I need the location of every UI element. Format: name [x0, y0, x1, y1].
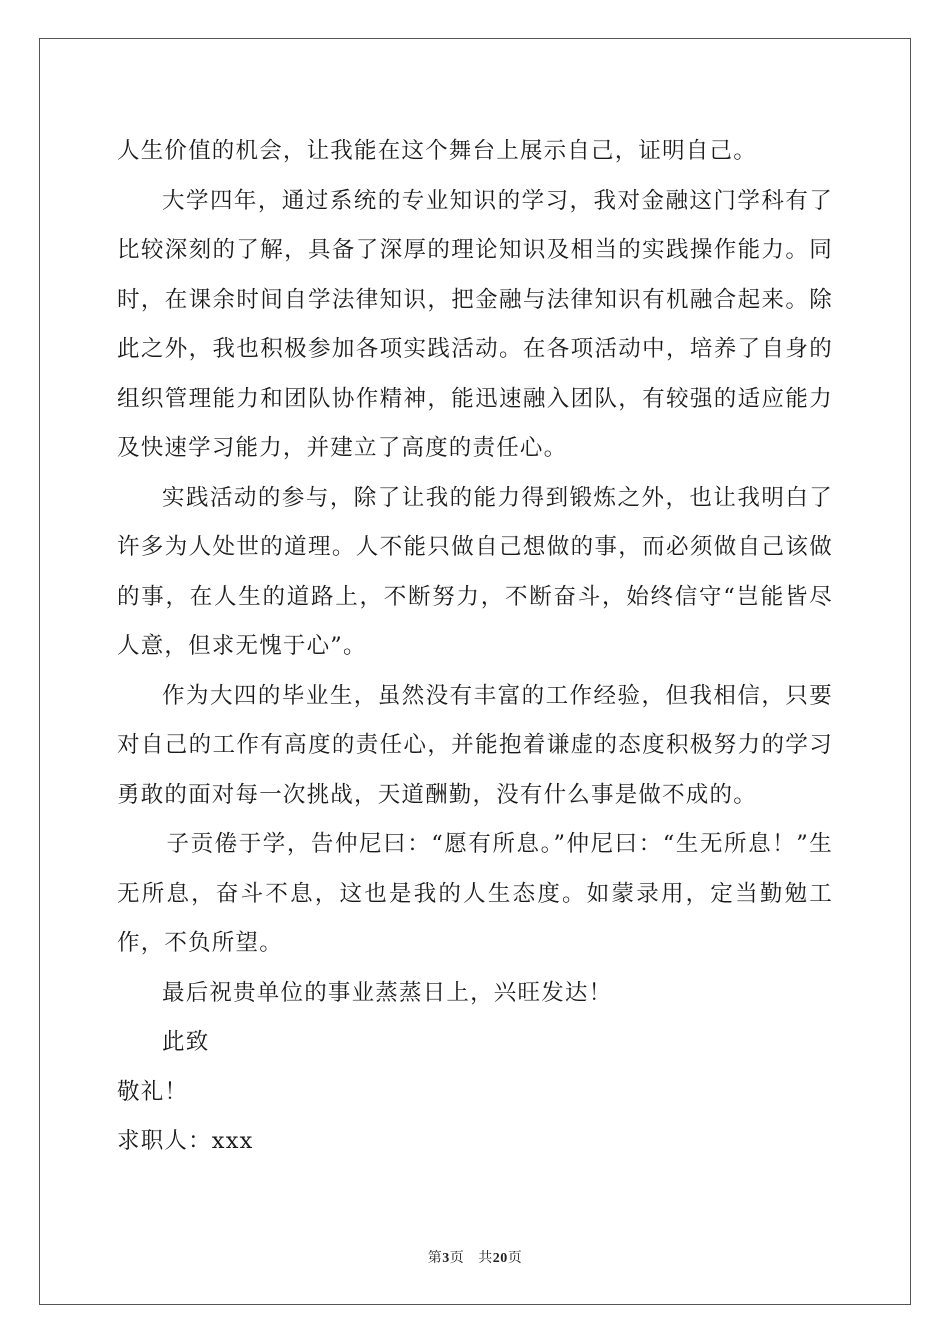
paragraph-education: 大学四年，通过系统的专业知识的学习，我对金融这门学科有了比较深刻的了解，具备了深厚的理论知识及相当的实践操作能力。同时，在课余时间自学法律知识，把金融与法律知识有机融合起来。除此之外，我也积极参加各项实践活动。在各项活动中，培养了自身的组织管理能力和团队协作精神，能迅速融入团队，有较强的适应能力及快速学习能力，并建立了高度的责任心。	[117, 187, 833, 461]
paragraph-quote: 子贡倦于学，告仲尼曰：“愿有所息。”仲尼曰：“生无所息！”生无所息，奋斗不息，这也是我的人生态度。如蒙录用，定当勤勉工作，不负所望。	[117, 831, 833, 956]
salutation: 敬礼！	[117, 1078, 189, 1105]
paragraph-practice: 实践活动的参与，除了让我的能力得到锻炼之外，也让我明白了许多为人处世的道理。人不能只做自己想做的事，而必须做自己该做的事，在人生的道路上，不断努力，不断奋斗，始终信守“岂能皆尽人意，但求无愧于心”。	[117, 484, 833, 659]
page-prefix: 第	[427, 1251, 443, 1266]
page-unit: 页	[449, 1251, 465, 1266]
paragraph-graduate: 作为大四的毕业生，虽然没有丰富的工作经验，但我相信，只要对自己的工作有高度的责任心，并能抱着谦虚的态度积极努力的学习勇敢的面对每一次挑战，天道酬勤，没有什么事是做不成的。	[117, 682, 833, 808]
paragraph-wishes: 最后祝贵单位的事业蒸蒸日上，兴旺发达！	[162, 979, 613, 1006]
total-prefix: 共	[478, 1251, 493, 1266]
page-footer	[0, 1247, 950, 1267]
page-number: 3	[442, 1251, 450, 1266]
letter-body	[117, 127, 833, 1167]
total-pages: 20	[492, 1251, 508, 1266]
total-unit: 页	[507, 1251, 523, 1266]
closing-phrase: 此致	[162, 1029, 210, 1055]
paragraph-continued: 人生价值的机会，让我能在这个舞台上展示自己，证明自己。	[117, 138, 757, 164]
signature: 求职人：xxx	[117, 1128, 254, 1154]
